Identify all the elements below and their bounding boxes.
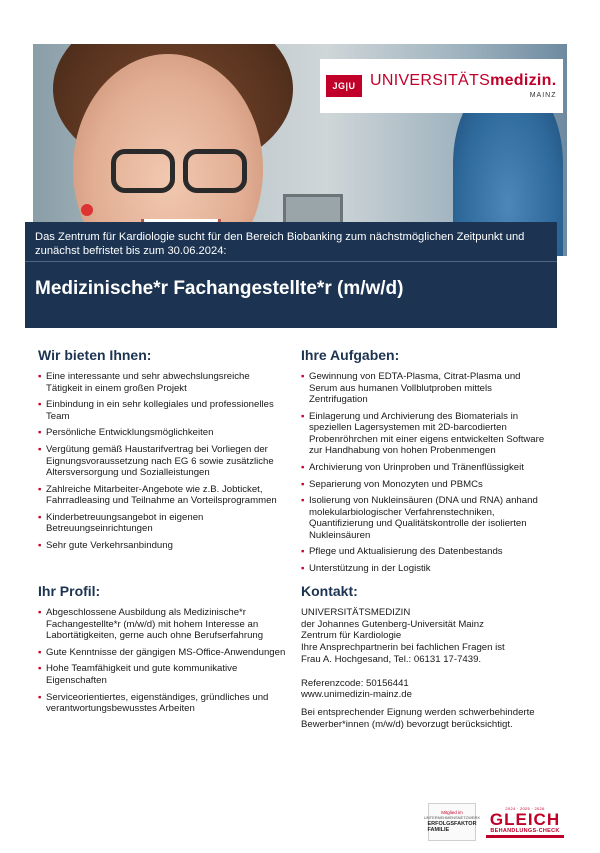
- disability-note: Bei entsprechender Eignung werden schwerbehinderte Bewerber*innen (m/w/d) bevorzugt berücksichtigt.: [301, 706, 535, 730]
- bullet-icon: ▪: [38, 399, 42, 411]
- contact-university: der Johannes Gutenberg-Universität Mainz: [301, 618, 484, 630]
- contact-person-line-1: Ihre Ansprechpartnerin bei fachlichen Fragen ist: [301, 642, 505, 654]
- bullet-icon: ▪: [38, 427, 42, 439]
- gleichbehandlungs-check-badge: [484, 801, 566, 843]
- bullet-icon: ▪: [38, 691, 42, 703]
- list-item: ▪ Einlagerung und Archivierung des Biomaterials in speziellen Lagersystemen mit 2D-barcodierten Probenröhrchen mit einer eigens entwickelten Software zur Handhabung von hohen Probenmengen: [301, 410, 545, 457]
- bullet-icon: ▪: [301, 495, 305, 507]
- tasks-list: [301, 371, 551, 575]
- list-item: ▪ Kinderbetreuungsangebot in eigenen Betreuungseinrichtungen: [38, 511, 204, 535]
- badge1-line-3: ERFOLGSFAKTOR FAMILIE: [427, 820, 477, 833]
- list-item: ▪ Einbindung in ein sehr kollegiales und professionelles Team: [38, 399, 274, 422]
- list-item: ▪ Abgeschlossene Ausbildung als Medizinische*r Fachangestellte*r (m/w/d) mit hohem Interesse an Labortätigkeiten, gerne auch ohne Berufserfahrung: [38, 607, 264, 641]
- university-logo: [320, 59, 563, 113]
- banner-intro-text: Das Zentrum für Kardiologie sucht für den Bereich Biobanking zum nächstmöglichen Zeitpunkt und zunächst befristet bis zum 30.06.2024:: [35, 231, 525, 257]
- list-item: ▪ Unterstützung in der Logistik: [301, 563, 431, 575]
- contact-center: Zentrum für Kardiologie: [301, 630, 402, 642]
- list-item: ▪ Eine interessante und sehr abwechslungsreiche Tätigkeit in einem großen Projekt: [38, 371, 250, 394]
- list-item: ▪ Separierung von Monozyten und PBMCs: [301, 478, 483, 490]
- list-item: ▪ Gewinnung von EDTA-Plasma, Citrat-Plasma und Serum aus humanen Vollblutproben mittels Zentrifugation: [301, 371, 521, 405]
- bullet-icon: ▪: [301, 461, 305, 473]
- reference-code: Referenzcode: 50156441: [301, 677, 409, 689]
- list-item: ▪ Archivierung von Urinproben und Tränenflüssigkeit: [301, 461, 524, 473]
- badge1-line-1: Mitglied im: [441, 810, 463, 816]
- bullet-icon: ▪: [301, 546, 305, 558]
- bullet-icon: ▪: [301, 478, 305, 490]
- badge2-main: GLEICH: [489, 810, 561, 829]
- logo-main-prefix: UNIVERSITÄTS: [370, 72, 491, 89]
- hero-glasses-right: [183, 149, 247, 193]
- bullet-icon: ▪: [38, 540, 42, 552]
- profile-list: [38, 607, 288, 715]
- title-banner: [25, 222, 557, 328]
- profile-heading: Ihr Profil:: [38, 583, 101, 599]
- bullet-icon: ▪: [301, 563, 305, 575]
- list-item: ▪ Sehr gute Verkehrsanbindung: [38, 540, 173, 552]
- list-item: ▪ Persönliche Entwicklungsmöglichkeiten: [38, 427, 214, 439]
- badge1-line-2: UNTERNEHMENSNETZWERK: [423, 815, 481, 821]
- contact-section: [301, 583, 551, 730]
- list-item: ▪ Hohe Teamfähigkeit und gute kommunikative Eigenschaften: [38, 663, 238, 686]
- bullet-icon: ▪: [301, 410, 305, 422]
- profile-section: [38, 583, 288, 720]
- bullet-icon: ▪: [38, 483, 42, 495]
- offer-list: [38, 371, 288, 552]
- bullet-icon: ▪: [38, 646, 42, 658]
- bullet-icon: ▪: [38, 444, 42, 456]
- bullet-icon: ▪: [38, 663, 42, 675]
- banner-divider: [25, 261, 557, 262]
- list-item: ▪ Isolierung von Nukleinsäuren (DNA und RNA) anhand molekularbiologischer Verfahrenstechniken, Quantifizierung und Qualitätskontrolle der isolierten Nukleinsäuren: [301, 495, 538, 541]
- hero-earring-shape: [81, 204, 93, 216]
- badge2-top: 2024 · 2025 · 2026: [505, 806, 545, 811]
- logo-main-bold: medizin.: [490, 72, 557, 89]
- bullet-icon: ▪: [301, 371, 305, 382]
- list-item: ▪ Gute Kenntnisse der gängigen MS-Office-Anwendungen: [38, 646, 286, 658]
- contact-person-line-2: Frau A. Hochgesand, Tel.: 06131 17-7439.: [301, 653, 482, 665]
- bullet-icon: ▪: [38, 511, 42, 523]
- jgu-logo-badge: JG|U: [326, 75, 362, 97]
- contact-org: UNIVERSITÄTSMEDIZIN: [301, 607, 411, 618]
- bullet-icon: ▪: [38, 371, 42, 382]
- website-link[interactable]: www.unimedizin-mainz.de: [301, 689, 412, 701]
- job-title: Medizinische*r Fachangestellte*r (m/w/d): [35, 278, 404, 299]
- list-item: ▪ Pflege und Aktualisierung des Datenbestands: [301, 546, 503, 558]
- erfolgsfaktor-familie-badge: [423, 803, 481, 841]
- list-item: ▪ Vergütung gemäß Haustarifvertrag bei Vorliegen der Eignungsvoraussetzung nach EG 6 sowie zusätzliche Altersversorgung und Sozialleistungen: [38, 444, 274, 479]
- list-item: ▪ Serviceorientiertes, eigenständiges, gründliches und verantwortungsbewusstes Arbeiten: [38, 691, 269, 715]
- offer-section: [38, 347, 288, 557]
- tasks-section: [301, 347, 551, 580]
- contact-heading: Kontakt:: [301, 583, 358, 599]
- badge2-sub: BEHANDLUNGS-CHECK: [490, 828, 560, 834]
- hero-glasses-left: [111, 149, 175, 193]
- logo-wordmark: [370, 73, 556, 99]
- logo-subtitle: MAINZ: [529, 92, 557, 99]
- list-item: ▪ Zahlreiche Mitarbeiter-Angebote wie z.B. Jobticket, Fahrradleasing und Teilnahme an Vorteilsprogrammen: [38, 483, 277, 507]
- offer-heading: Wir bieten Ihnen:: [38, 347, 152, 363]
- badge2-bar: [486, 835, 564, 838]
- tasks-heading: Ihre Aufgaben:: [301, 347, 400, 363]
- bullet-icon: ▪: [38, 607, 42, 618]
